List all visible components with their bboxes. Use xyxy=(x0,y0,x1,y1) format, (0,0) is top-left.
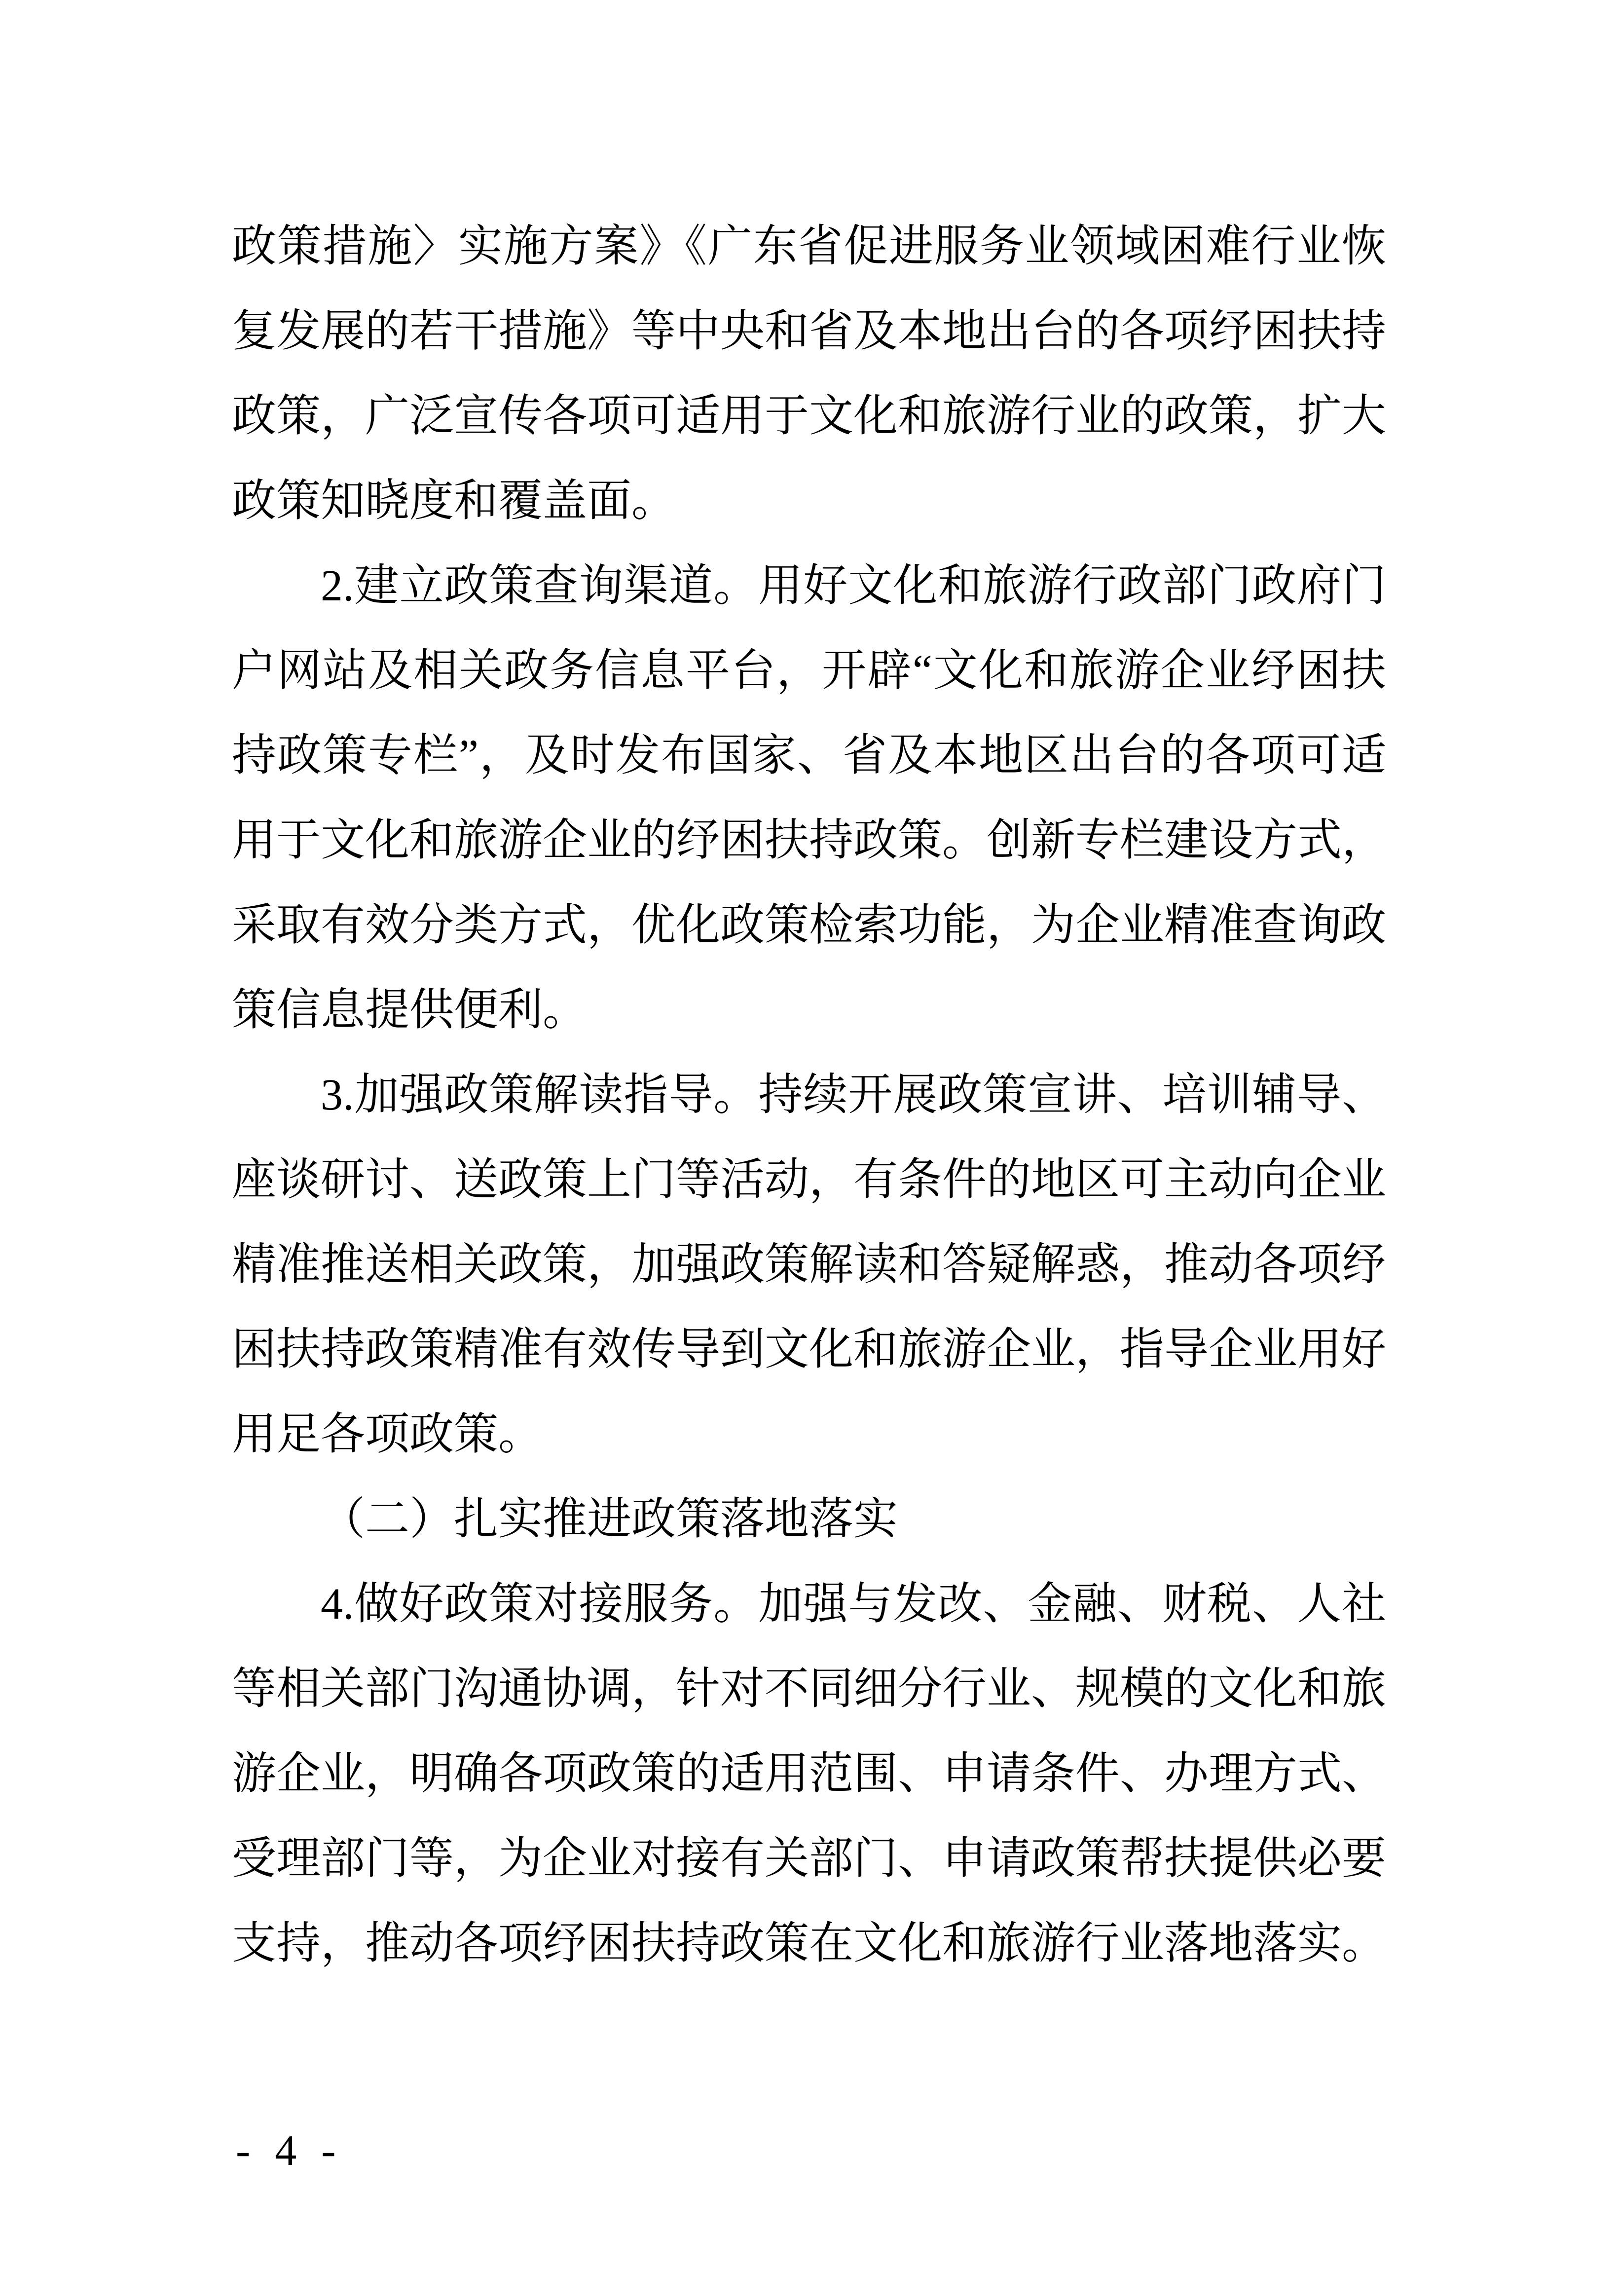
text-line: 4.做好政策对接服务。加强与发改、金融、财税、人社 xyxy=(321,1580,1386,1629)
text-line: 采取有效分类方式，优化政策检索功能，为企业精准查询政 xyxy=(232,901,1386,950)
section-heading-line: （二）扎实推进政策落地落实 xyxy=(321,1495,898,1544)
text-line: 等相关部门沟通协调，针对不同细分行业、规模的文化和旅 xyxy=(232,1665,1386,1713)
text-line: 用于文化和旅游企业的纾困扶持政策。创新专栏建设方式， xyxy=(232,816,1386,865)
text-line: 受理部门等，为企业对接有关部门、申请政策帮扶提供必要 xyxy=(232,1834,1386,1883)
text-line: 持政策专栏”，及时发布国家、省及本地区出台的各项可适 xyxy=(232,731,1386,780)
text-line: 政策知晓度和覆盖面。 xyxy=(232,477,676,525)
text-line: 困扶持政策精准有效传导到文化和旅游企业，指导企业用好 xyxy=(232,1325,1386,1374)
page-number: - 4 - xyxy=(236,2127,343,2175)
text-line: 策信息提供便利。 xyxy=(232,986,587,1035)
body-text-block xyxy=(232,204,1386,1986)
text-line: 复发展的若干措施》等中央和省及本地出台的各项纾困扶持 xyxy=(232,307,1386,356)
text-line: 政策措施〉实施方案》《广东省促进服务业领域困难行业恢 xyxy=(232,222,1386,271)
text-line: 3.加强政策解读指导。持续开展政策宣讲、培训辅导、 xyxy=(321,1071,1386,1119)
text-line: 支持，推动各项纾困扶持政策在文化和旅游行业落地落实。 xyxy=(232,1919,1386,1968)
text-line: 游企业，明确各项政策的适用范围、申请条件、办理方式、 xyxy=(232,1749,1386,1798)
text-line: 政策，广泛宣传各项可适用于文化和旅游行业的政策，扩大 xyxy=(232,392,1386,441)
text-line: 用足各项政策。 xyxy=(232,1410,543,1459)
text-line: 2.建立政策查询渠道。用好文化和旅游行政部门政府门 xyxy=(321,561,1386,610)
text-line: 座谈研讨、送政策上门等活动，有条件的地区可主动向企业 xyxy=(232,1155,1386,1204)
text-line: 户网站及相关政务信息平台，开辟“文化和旅游企业纾困扶 xyxy=(232,646,1386,695)
text-line: 精准推送相关政策，加强政策解读和答疑解惑，推动各项纾 xyxy=(232,1240,1386,1289)
